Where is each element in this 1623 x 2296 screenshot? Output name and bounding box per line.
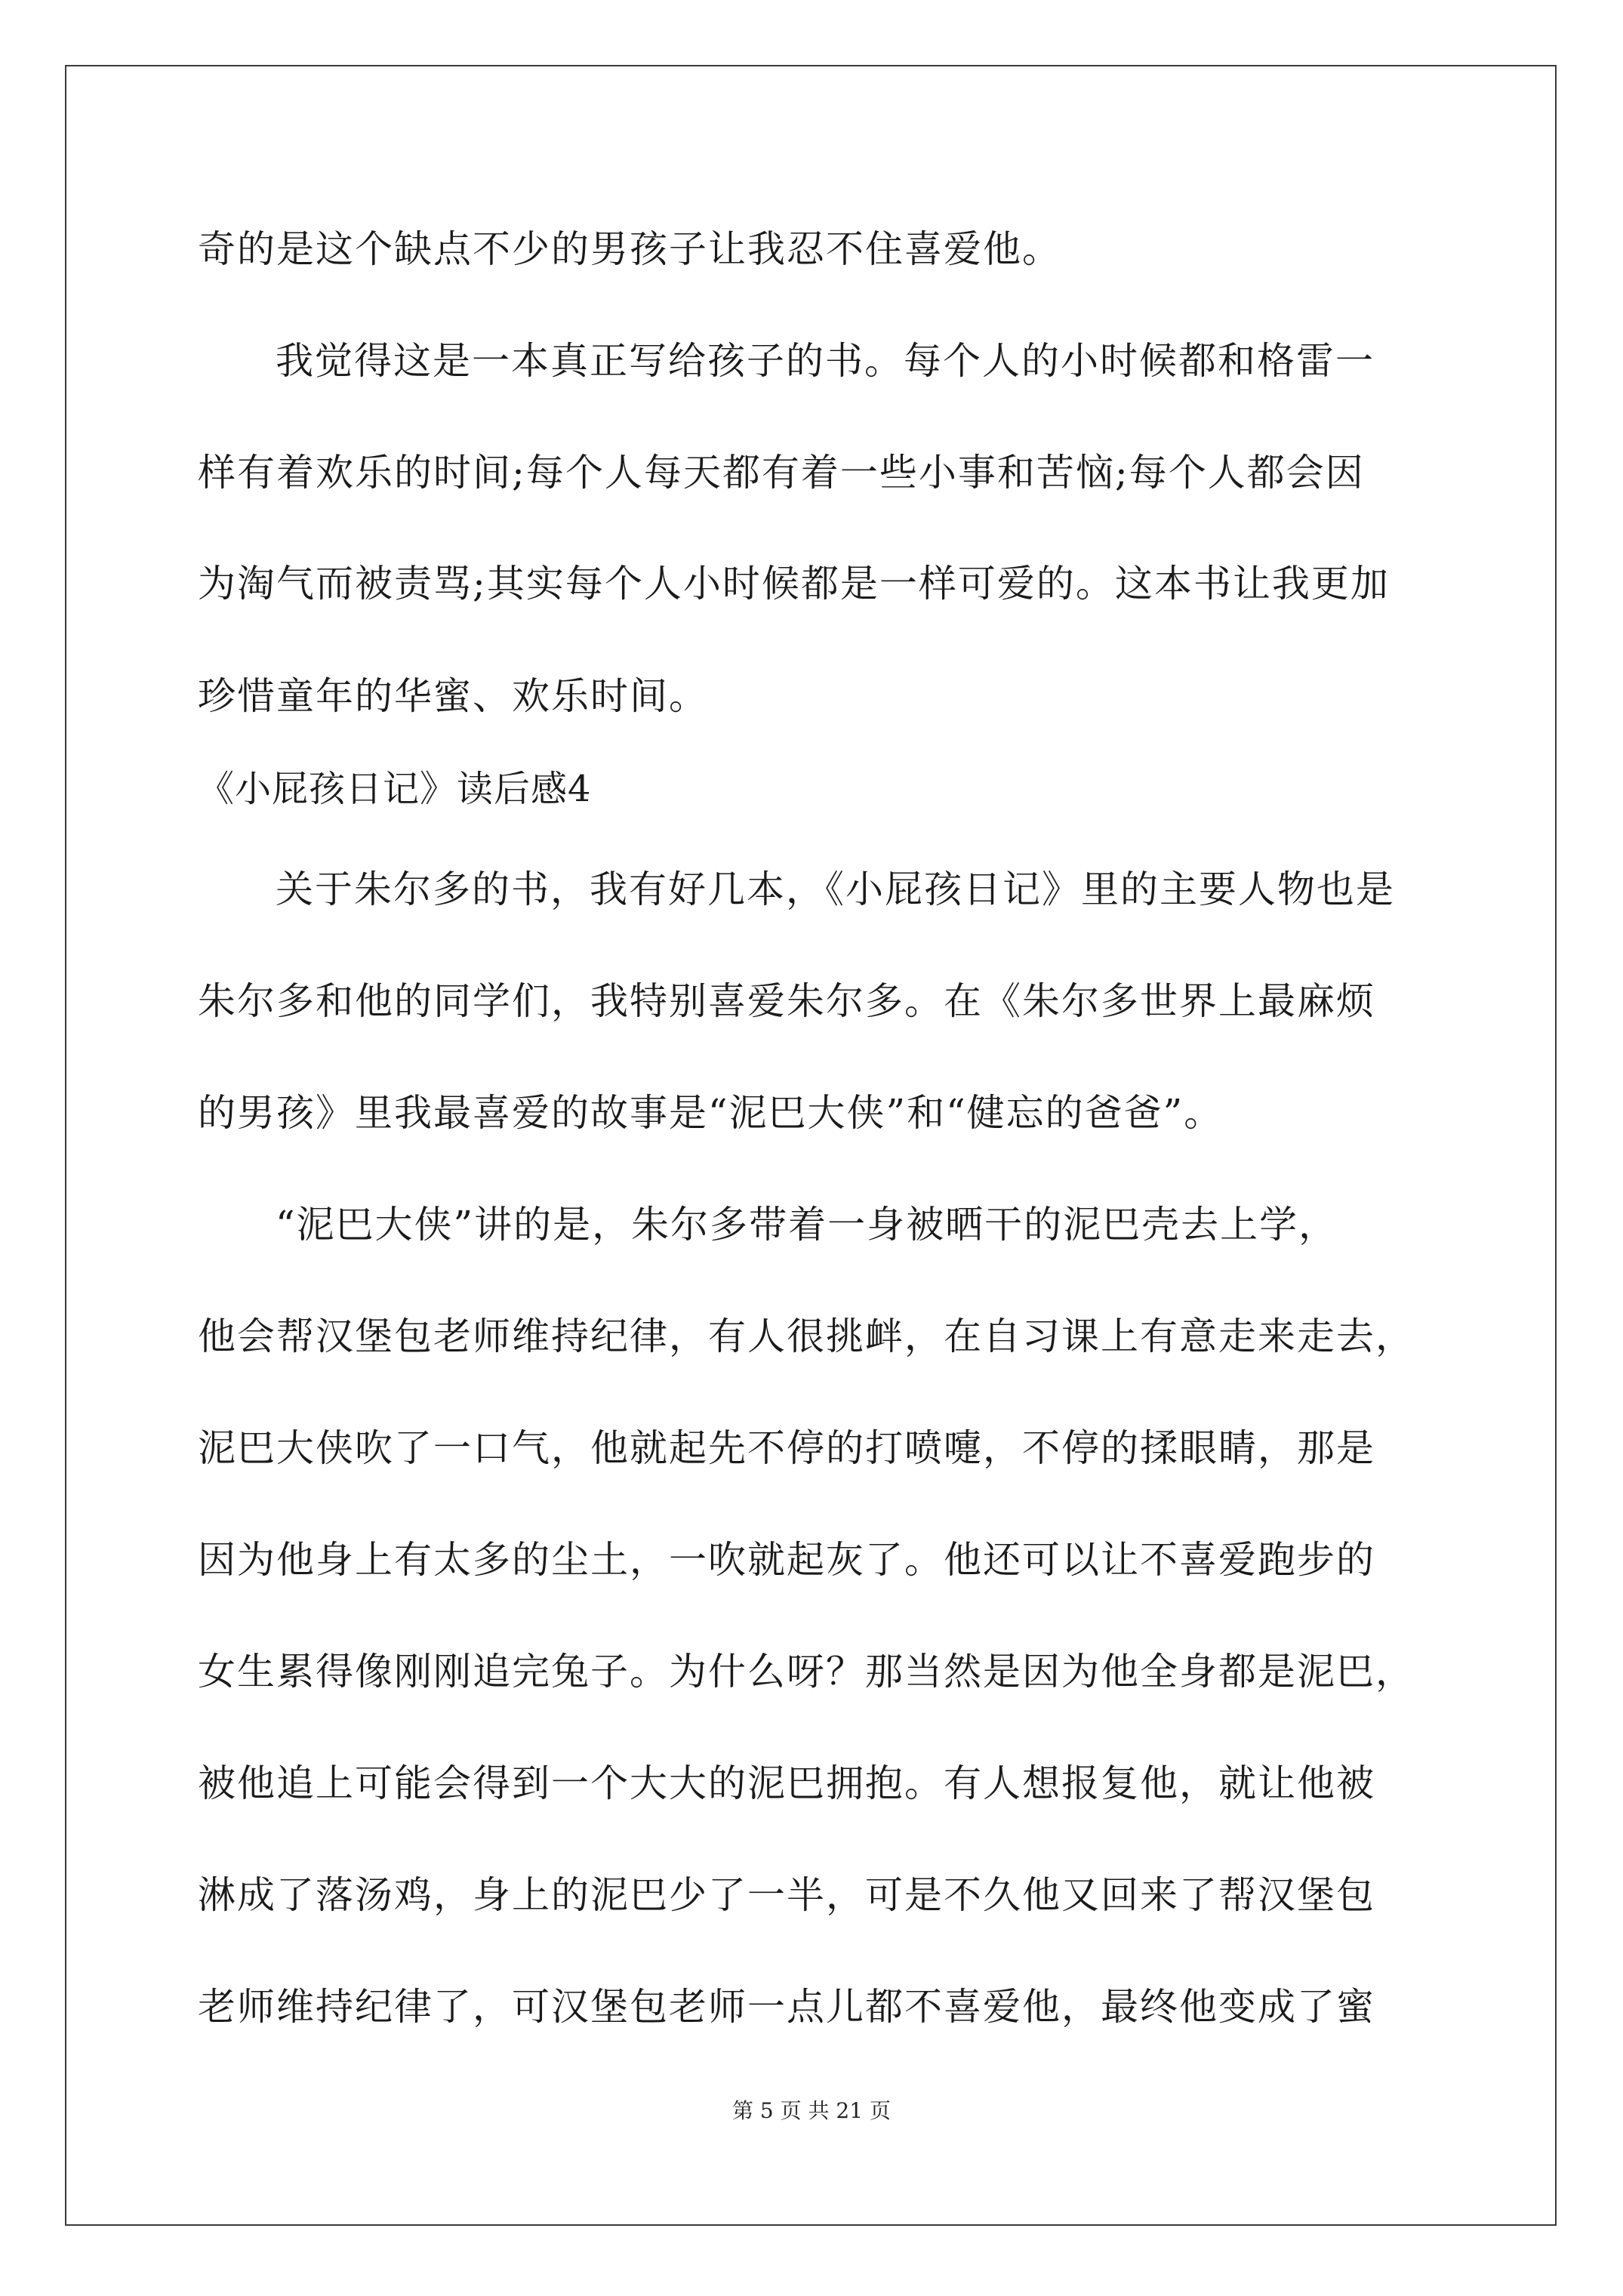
text-line: 因为他身上有太多的尘土，一吹就起灰了。他还可以让不喜爱跑步的 — [198, 1538, 1375, 1582]
text-line: 老师维持纪律了，可汉堡包老师一点儿都不喜爱他，最终他变成了蜜 — [198, 1985, 1375, 2029]
paragraph-first-line: “泥巴大侠”讲的是，朱尔多带着一身被晒干的泥巴壳去上学， — [276, 1203, 1338, 1247]
text-line: 泥巴大侠吹了一口气，他就起先不停的打喷嚏，不停的揉眼睛，那是 — [198, 1426, 1375, 1470]
paragraph-first-line: 我觉得这是一本真正写给孩子的书。每个人的小时候都和格雷一 — [276, 339, 1375, 383]
text-line: 的男孩》里我最喜爱的故事是“泥巴大侠”和“健忘的爸爸”。 — [198, 1091, 1224, 1135]
text-line: 珍惜童年的华蜜、欢乐时间。 — [198, 674, 708, 718]
text-line: 淋成了落汤鸡，身上的泥巴少了一半，可是不久他又回来了帮汉堡包 — [198, 1873, 1375, 1917]
text-line: 女生累得像刚刚追完兔子。为什么呀？那当然是因为他全身都是泥巴， — [198, 1650, 1415, 1693]
text-line: 他会帮汉堡包老师维持纪律，有人很挑衅，在自习课上有意走来走去， — [198, 1314, 1415, 1358]
text-line: 样有着欢乐的时间;每个人每天都有着一些小事和苦恼;每个人都会因 — [198, 451, 1365, 495]
text-line: 奇的是这个缺点不少的男孩子让我忍不住喜爱他。 — [198, 227, 1061, 271]
text-line: 朱尔多和他的同学们，我特别喜爱朱尔多。在《朱尔多世界上最麻烦 — [198, 979, 1375, 1023]
text-line: 被他追上可能会得到一个大大的泥巴拥抱。有人想报复他，就让他被 — [198, 1761, 1375, 1805]
page-number-footer: 第 5 页 共 21 页 — [732, 2098, 891, 2123]
paragraph-first-line: 关于朱尔多的书，我有好几本，《小屁孩日记》里的主要人物也是 — [276, 868, 1395, 911]
text-line: 为淘气而被责骂;其实每个人小时候都是一样可爱的。这本书让我更加 — [198, 562, 1390, 606]
section-heading: 《小屁孩日记》读后感4 — [198, 768, 592, 810]
